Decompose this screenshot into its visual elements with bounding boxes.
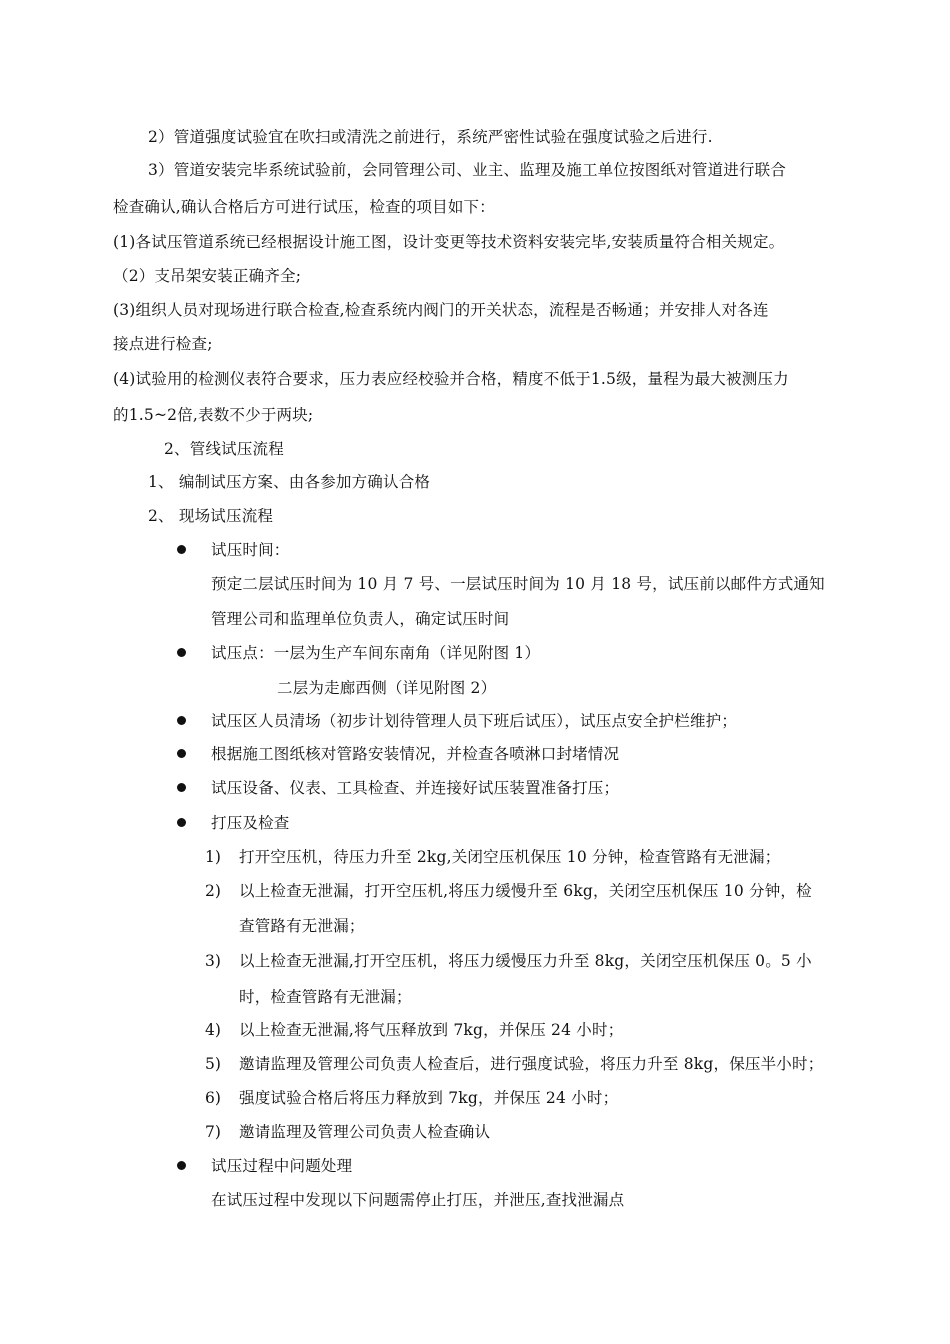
sub-step-5: 邀请监理及管理公司负责人检查后，进行强度试验，将压力升至 8kg，保压半小时； bbox=[239, 1055, 824, 1073]
sub-step-number: 2) bbox=[205, 882, 221, 900]
sub-step-number: 4) bbox=[205, 1021, 221, 1039]
bullet-pressurize: 打压及检查 bbox=[211, 814, 290, 832]
sub-step-2-line1: 以上检查无泄漏，打开空压机,将压力缓慢升至 6kg，关闭空压机保压 10 分钟，检 bbox=[239, 882, 812, 900]
sub-step-3-line2: 时，检查管路有无泄漏； bbox=[239, 988, 412, 1006]
test-point-line2: 二层为走廊西侧（详见附图 2） bbox=[277, 679, 497, 697]
test-point-line1: 试压点：一层为生产车间东南角（详见附图 1） bbox=[211, 644, 541, 662]
test-time-line2: 管理公司和监理单位负责人，确定试压时间 bbox=[211, 610, 510, 628]
step-1: 1、 编制试压方案、由各参加方确认合格 bbox=[148, 473, 431, 491]
step-2: 2、 现场试压流程 bbox=[148, 507, 274, 525]
bullet-icon bbox=[177, 818, 186, 827]
sub-step-number: 3) bbox=[205, 952, 221, 970]
sub-step-7: 邀请监理及管理公司负责人检查确认 bbox=[239, 1123, 491, 1141]
bullet-icon bbox=[177, 783, 186, 792]
bullet-icon bbox=[177, 716, 186, 725]
intro-paragraph-2: 2）管道强度试验宜在吹扫或清洗之前进行，系统严密性试验在强度试验之后进行. bbox=[148, 128, 713, 146]
bullet-icon bbox=[177, 648, 186, 657]
sub-step-1: 打开空压机，待压力升至 2kg,关闭空压机保压 10 分钟，检查管路有无泄漏； bbox=[239, 848, 781, 866]
problem-line1: 在试压过程中发现以下问题需停止打压，并泄压,查找泄漏点 bbox=[211, 1191, 625, 1209]
sub-step-3-line1: 以上检查无泄漏,打开空压机，将压力缓慢压力升至 8kg，关闭空压机保压 0。5 小 bbox=[239, 952, 812, 970]
check-item-3-line1: (3)组织人员对现场进行联合检查,检查系统内阀门的开关状态，流程是否畅通；并安排人对各连 bbox=[113, 301, 769, 319]
check-item-4-line2: 的1.5~2倍,表数不少于两块; bbox=[113, 406, 314, 424]
bullet-verify: 根据施工图纸核对管路安装情况，并检查各喷淋口封堵情况 bbox=[211, 745, 620, 763]
bullet-icon bbox=[177, 1161, 186, 1170]
sub-step-2-line2: 查管路有无泄漏； bbox=[239, 917, 365, 935]
section-title: 2、管线试压流程 bbox=[164, 440, 284, 458]
bullet-equipment: 试压设备、仪表、工具检查、并连接好试压装置准备打压； bbox=[211, 779, 620, 797]
check-item-2: （2）支吊架安装正确齐全; bbox=[113, 267, 302, 285]
bullet-icon bbox=[177, 545, 186, 554]
sub-step-4: 以上检查无泄漏,将气压释放到 7kg，并保压 24 小时； bbox=[239, 1021, 624, 1039]
check-item-1: (1)各试压管道系统已经根据设计施工图，设计变更等技术资料安装完毕,安装质量符合相关规定。 bbox=[113, 233, 785, 251]
sub-step-number: 5) bbox=[205, 1055, 221, 1073]
check-item-3-line2: 接点进行检查; bbox=[113, 335, 213, 353]
sub-step-number: 7) bbox=[205, 1123, 221, 1141]
check-item-4-line1: (4)试验用的检测仪表符合要求，压力表应经校验并合格，精度不低于1.5级，量程为最大被测压力 bbox=[113, 370, 789, 388]
sub-step-number: 1) bbox=[205, 848, 221, 866]
intro-paragraph-3-line2: 检查确认,确认合格后方可进行试压，检查的项目如下： bbox=[113, 198, 495, 216]
sub-step-6: 强度试验合格后将压力释放到 7kg，并保压 24 小时； bbox=[239, 1089, 619, 1107]
bullet-clear-area: 试压区人员清场（初步计划待管理人员下班后试压），试压点安全护栏维护； bbox=[211, 712, 738, 730]
bullet-icon bbox=[177, 749, 186, 758]
bullet-test-time-label: 试压时间： bbox=[211, 541, 290, 559]
intro-paragraph-3-line1: 3）管道安装完毕系统试验前，会同管理公司、业主、监理及施工单位按图纸对管道进行联合 bbox=[148, 161, 787, 179]
sub-step-number: 6) bbox=[205, 1089, 221, 1107]
bullet-problem-label: 试压过程中问题处理 bbox=[211, 1157, 353, 1175]
test-time-line1: 预定二层试压时间为 10 月 7 号、一层试压时间为 10 月 18 号，试压前以邮件方式通知 bbox=[211, 575, 825, 593]
